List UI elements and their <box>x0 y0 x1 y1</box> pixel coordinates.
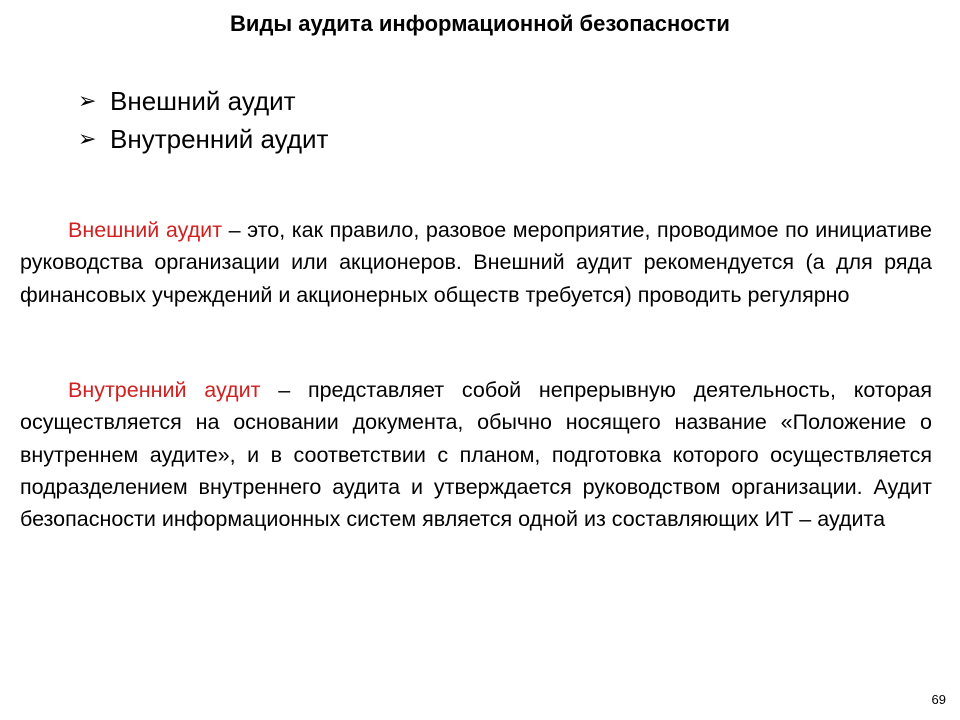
page-number: 69 <box>931 692 946 707</box>
term-external-audit: Внешний аудит <box>68 218 223 242</box>
bullet-text: Внешний аудит <box>110 86 296 116</box>
arrow-bullet-icon: ➢ <box>78 126 97 151</box>
arrow-bullet-icon: ➢ <box>78 88 97 113</box>
bullet-item-internal-audit <box>78 120 328 158</box>
paragraph-internal-audit <box>20 374 932 535</box>
term-internal-audit: Внутренний аудит <box>68 378 261 402</box>
paragraph-text: – это, как правило, разовое мероприятие, проводимое по инициативе руководства организации или акционеров. Внешний аудит рекомендуется (а для ряда финансовых учреждений и акционерных обществ требуется) проводить регулярно <box>20 218 932 307</box>
bullet-text: Внутренний аудит <box>110 124 329 154</box>
paragraph-text: – представляет собой непрерывную деятельность, которая осуществляется на основании документа, обычно носящего название «Положение о внутреннем аудите», и в соответствии с планом, подготовка которого осуществляется подразделением внутреннего аудита и утверждается руководством организации. Аудит безопасности информационных систем является одной из составляющих ИТ – аудита <box>20 378 932 532</box>
bullet-list <box>78 82 328 158</box>
paragraph-external-audit <box>20 214 932 311</box>
slide-title: Виды аудита информационной безопасности <box>230 11 730 36</box>
bullet-item-external-audit <box>78 82 328 120</box>
